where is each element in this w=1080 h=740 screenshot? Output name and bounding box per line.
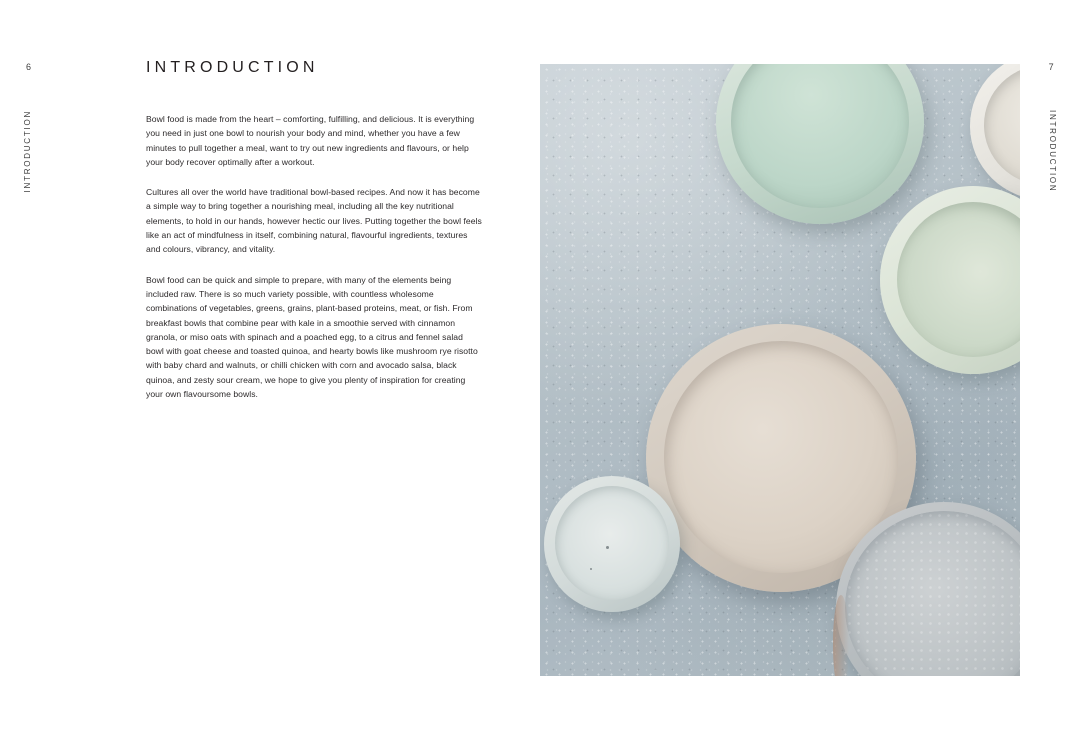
white-bowl-interior (984, 65, 1020, 185)
small-pale-dish-interior (555, 486, 669, 600)
running-head-right: INTRODUCTION (1048, 110, 1057, 193)
small-pale-dish (544, 476, 680, 612)
mint-green-bowl-interior (731, 64, 909, 208)
paragraph: Bowl food can be quick and simple to prepare, with many of the elements being included raw. There is so much variety possible, with countless wholesome combinations of vegetables, greens, grains, plant-based proteins, meat, or fish. From breakfast bowls that combine pear with kale in a smoothie served with cinnamon granola, or miso oats with spinach and a poached egg, to a citrus and fennel salad bowl with goat cheese and toasted quinoa, and hearty bowls like mushroom rye risotto with baby chard and walnuts, or chilli chicken with corn and avocado salsa, black quinoa, and zesty sour cream, we hope to give you plenty of inspiration for creating your own flavoursome bowls. (146, 274, 478, 400)
page-number-left: 6 (26, 62, 32, 72)
dish-speck (590, 568, 592, 570)
page-title: INTRODUCTION (146, 59, 319, 76)
page-number-right: 7 (1048, 62, 1054, 72)
paragraph: Cultures all over the world have traditional bowl-based recipes. And now it has become a simple way to bring together a nourishing meal, including all the key nutritional elements, to hold in our hands, however hectic our lives. Putting together the bowl feels like an act of mindfulness in itself, combining natural, flavourful ingredients, textures and colours, vibrancy, and vitality. (146, 187, 482, 255)
pale-green-bowl-interior (897, 202, 1020, 357)
bowls-photograph (540, 64, 1020, 676)
dish-speck (606, 546, 609, 549)
paragraph: Bowl food is made from the heart – comforting, fulfilling, and delicious. It is everything you need in just one bowl to nourish your body and mind, whether you have a few minutes to pull together a meal, want to try out new ingredients and flavours, or help your body recover optimally after a workout. (146, 114, 475, 167)
running-head-left: INTRODUCTION (23, 110, 32, 193)
grey-textured-plate-interior (845, 511, 1020, 676)
body-text (146, 112, 482, 401)
